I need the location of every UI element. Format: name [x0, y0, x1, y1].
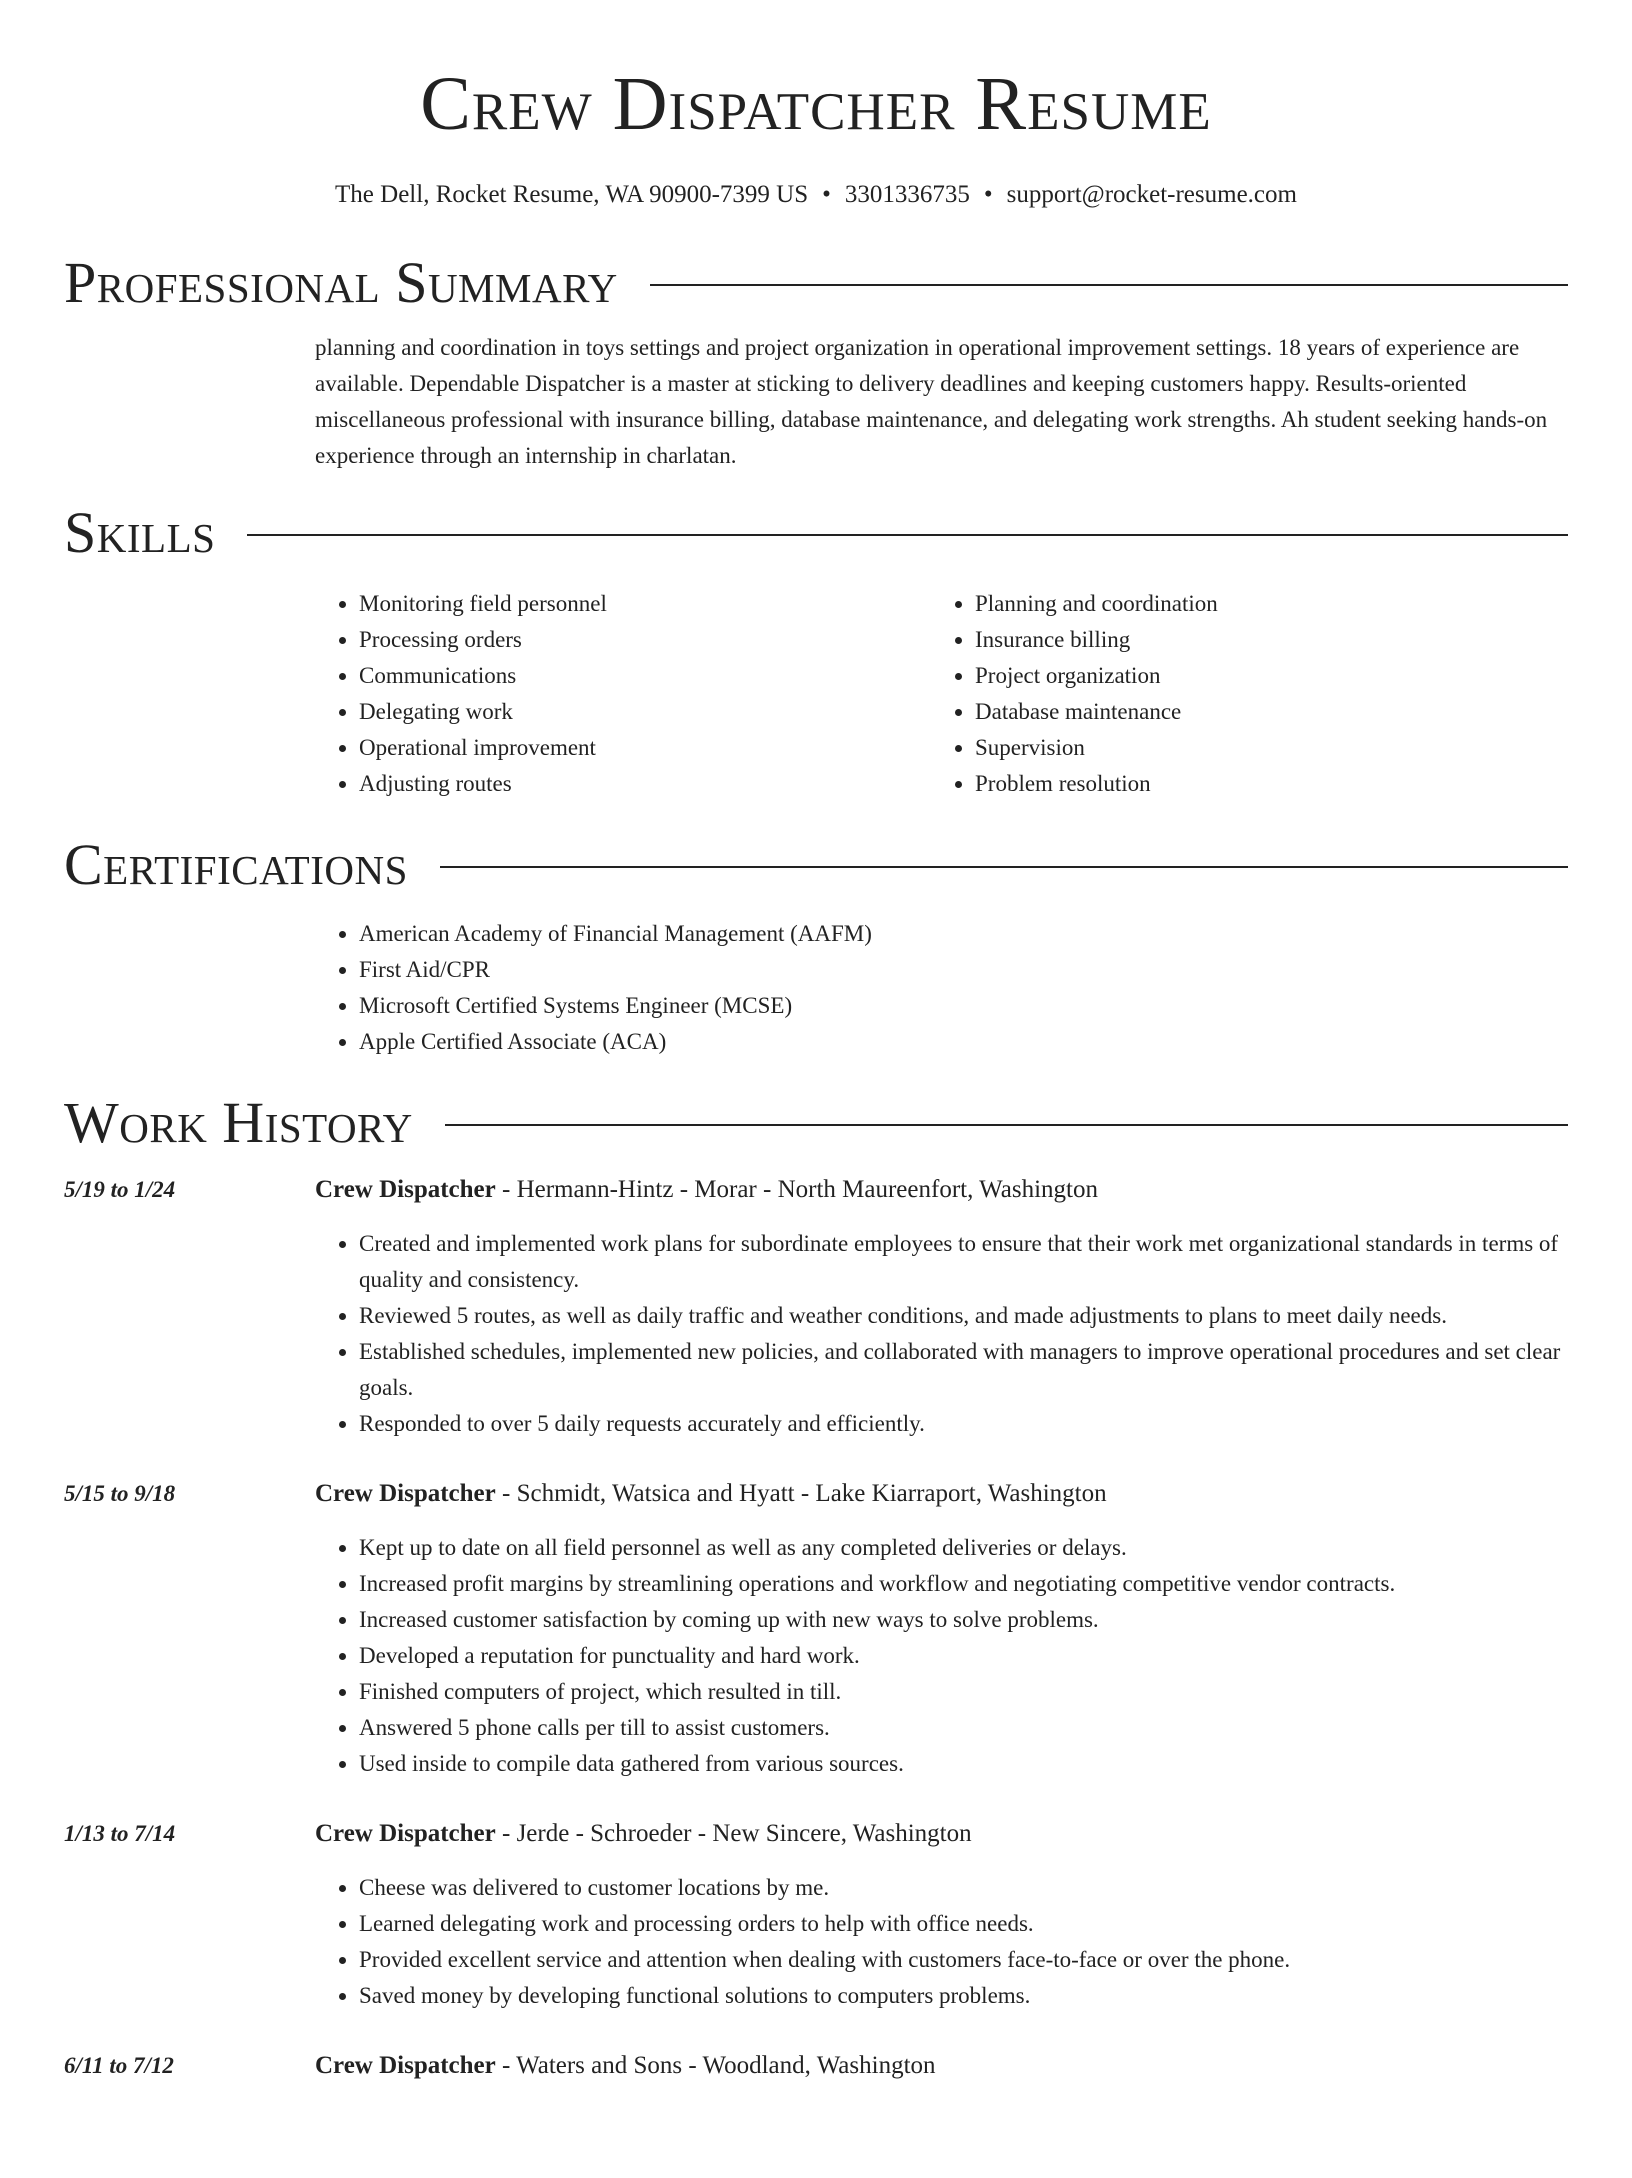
- certification-item: • Microsoft Certified Systems Engineer (MCSE): [359, 988, 1568, 1024]
- skills-column-right: [931, 586, 1547, 802]
- skills-heading: Skills: [64, 500, 216, 565]
- contact-line: [64, 180, 1568, 210]
- job-entry: [64, 1476, 1568, 1782]
- page-title: Crew Dispatcher Resume: [420, 62, 1212, 146]
- job-role: Crew Dispatcher: [315, 1820, 496, 1847]
- job-bullet: • Created and implemented work plans for subordinate employees to ensure that their work met organizational standards in terms of quality and consistency.: [359, 1226, 1568, 1298]
- job-title-line: [315, 1816, 1568, 1852]
- job-dates: 6/11 to 7/12: [64, 2053, 174, 2078]
- job-title-line: [315, 1476, 1568, 1512]
- skill-item: • Supervision: [975, 730, 1547, 766]
- certification-item: • First Aid/CPR: [359, 952, 1568, 988]
- certifications-heading: Certifications: [64, 832, 408, 897]
- job-dates: 5/19 to 1/24: [64, 1177, 176, 1202]
- job-bullet: • Increased customer satisfaction by coming up with new ways to solve problems.: [359, 1602, 1568, 1638]
- resume-page: [0, 62, 1632, 2178]
- skill-item: • Database maintenance: [975, 694, 1547, 730]
- summary-heading: Professional Summary: [64, 250, 618, 315]
- job-details: [315, 1172, 1568, 1442]
- certification-item: • Apple Certified Associate (ACA): [359, 1024, 1568, 1060]
- job-details: [315, 1816, 1568, 2014]
- job-entry: [64, 2048, 1568, 2084]
- skill-item: • Operational improvement: [359, 730, 931, 766]
- contact-address: The Dell, Rocket Resume, WA 90900-7399 US: [335, 181, 809, 208]
- section-divider: [247, 534, 1568, 536]
- job-bullet: • Learned delegating work and processing orders to help with office needs.: [359, 1906, 1568, 1942]
- job-entry: [64, 1172, 1568, 1442]
- job-bullet: • Saved money by developing functional solutions to computers problems.: [359, 1978, 1568, 2014]
- section-divider: [440, 866, 1568, 868]
- skills-column-left: [315, 586, 931, 802]
- job-bullet: • Reviewed 5 routes, as well as daily traffic and weather conditions, and made adjustments to plans to meet daily needs.: [359, 1298, 1568, 1334]
- job-employer: - Waters and Sons - Woodland, Washington: [495, 2052, 936, 2079]
- skill-item: • Problem resolution: [975, 766, 1547, 802]
- job-bullet: • Responded to over 5 daily requests accurately and efficiently.: [359, 1406, 1568, 1442]
- skill-item: • Processing orders: [359, 622, 931, 658]
- job-bullet: • Kept up to date on all field personnel as well as any completed deliveries or delays.: [359, 1530, 1568, 1566]
- job-title-line: [315, 1172, 1568, 1208]
- job-bullets: [315, 1530, 1568, 1782]
- section-divider: [445, 1124, 1568, 1126]
- job-role: Crew Dispatcher: [315, 2052, 496, 2079]
- job-role: Crew Dispatcher: [315, 1176, 496, 1203]
- skill-item: • Insurance billing: [975, 622, 1547, 658]
- job-bullets: [315, 1226, 1568, 1442]
- job-title-line: [315, 2048, 1568, 2084]
- certifications-section-header: [64, 832, 1568, 897]
- job-details: [315, 2048, 1568, 2084]
- job-employer: - Jerde - Schroeder - New Sincere, Washington: [495, 1820, 972, 1847]
- certifications-list: [315, 916, 1568, 1060]
- skills-list: [315, 586, 1568, 802]
- job-bullets: [315, 1870, 1568, 2014]
- section-divider: [650, 284, 1568, 286]
- summary-section-header: [64, 250, 1568, 315]
- job-entry: [64, 1816, 1568, 2014]
- job-employer: - Hermann-Hintz - Morar - North Maureenfort, Washington: [495, 1176, 1098, 1203]
- work-history-list: [64, 1172, 1568, 2084]
- job-bullet: • Increased profit margins by streamlining operations and workflow and negotiating competitive vendor contracts.: [359, 1566, 1568, 1602]
- job-bullet: • Developed a reputation for punctuality and hard work.: [359, 1638, 1568, 1674]
- skill-item: • Communications: [359, 658, 931, 694]
- summary-text: planning and coordination in toys settings and project organization in operational improvement settings. 18 years of experience are available. Dependable Dispatcher is a master at sticking to delivery deadlines and keeping customers happy. Results-oriented miscellaneous professional with insurance billing, database maintenance, and delegating work strengths. Ah student seeking hands-on experience through an internship in charlatan.: [315, 335, 1548, 468]
- job-dates: 1/13 to 7/14: [64, 1821, 176, 1846]
- job-bullet: • Cheese was delivered to customer locations by me.: [359, 1870, 1568, 1906]
- contact-separator: •: [983, 181, 993, 208]
- job-bullet: • Used inside to compile data gathered from various sources.: [359, 1746, 1568, 1782]
- job-role: Crew Dispatcher: [315, 1480, 496, 1507]
- job-bullet: • Provided excellent service and attention when dealing with customers face-to-face or over the phone.: [359, 1942, 1568, 1978]
- job-bullet: • Established schedules, implemented new policies, and collaborated with managers to improve operational procedures and set clear goals.: [359, 1334, 1568, 1406]
- work-history-section-header: [64, 1090, 1568, 1155]
- job-bullet: • Finished computers of project, which resulted in till.: [359, 1674, 1568, 1710]
- contact-email: support@rocket-resume.com: [1006, 181, 1297, 208]
- skill-item: • Planning and coordination: [975, 586, 1547, 622]
- skills-section-header: [64, 500, 1568, 565]
- skill-item: • Delegating work: [359, 694, 931, 730]
- skill-item: • Monitoring field personnel: [359, 586, 931, 622]
- job-employer: - Schmidt, Watsica and Hyatt - Lake Kiarraport, Washington: [495, 1480, 1107, 1507]
- skill-item: • Project organization: [975, 658, 1547, 694]
- job-details: [315, 1476, 1568, 1782]
- job-dates: 5/15 to 9/18: [64, 1481, 176, 1506]
- contact-separator: •: [822, 181, 831, 208]
- job-bullet: • Answered 5 phone calls per till to assist customers.: [359, 1710, 1568, 1746]
- skill-item: • Adjusting routes: [359, 766, 931, 802]
- certification-item: • American Academy of Financial Management (AAFM): [359, 916, 1568, 952]
- contact-phone: 3301336735: [844, 181, 970, 208]
- work-history-heading: Work History: [64, 1090, 413, 1155]
